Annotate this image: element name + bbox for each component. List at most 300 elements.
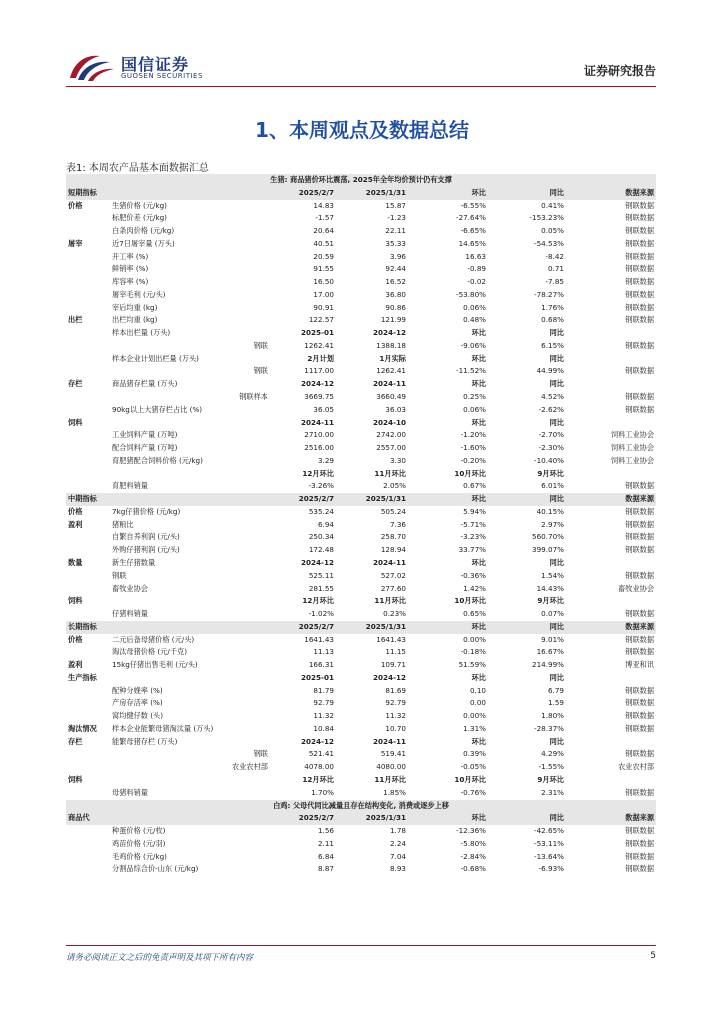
indicator-cell: 90kg以上大猪存栏占比 (%)	[112, 404, 203, 414]
yoy-cell: -1.55%	[538, 762, 564, 772]
value-previous-cell: 1641.43	[376, 634, 406, 644]
indicator-cell: 开工率 (%)	[112, 251, 149, 261]
mom-cell: 5.94%	[463, 506, 486, 516]
mom-cell: 环比	[408, 621, 488, 634]
table-row	[66, 506, 656, 519]
category-cell	[66, 302, 110, 315]
category-cell: 出栏	[68, 315, 83, 325]
yoy-cell: 9月环比	[537, 774, 564, 784]
value-previous-cell: 277.60	[380, 583, 406, 593]
yoy-cell: -28.37%	[534, 723, 564, 733]
source-cell: 钢联数据	[625, 404, 655, 414]
value-current-cell: 8.87	[317, 864, 334, 874]
category-cell: 饲料	[68, 596, 83, 606]
value-previous-cell: 92.79	[385, 698, 406, 708]
yoy-cell: 560.70%	[532, 532, 564, 542]
value-current-cell: 2516.00	[304, 443, 334, 453]
mom-cell: 0.00%	[463, 711, 486, 721]
yoy-cell: 2.31%	[541, 787, 564, 797]
value-current-cell: 6.94	[317, 519, 334, 529]
value-previous-cell: 11.32	[385, 711, 406, 721]
value-previous-cell: 2025/1/31	[336, 621, 408, 634]
value-previous-cell: 10.70	[385, 723, 406, 733]
value-previous-cell: 90.86	[385, 302, 406, 312]
source-cell: 钢联数据	[625, 277, 655, 287]
value-previous-cell: 16.52	[385, 277, 406, 287]
value-current-cell: 2024-12	[301, 736, 334, 746]
source-cell: 钢联数据	[625, 838, 655, 848]
source-cell: 钢联数据	[625, 506, 655, 516]
table-row	[66, 544, 656, 557]
source-cell: 钢联数据	[625, 226, 655, 236]
mom-cell: 0.67%	[463, 481, 486, 491]
table-subheader-row	[66, 353, 656, 366]
indicator-cell	[110, 595, 270, 608]
table-header-row	[66, 187, 656, 200]
yoy-cell: 同比	[549, 736, 564, 746]
yoy-cell: 399.07%	[532, 545, 564, 555]
mom-cell: 环比	[408, 493, 488, 506]
table-subheader-row	[66, 672, 656, 685]
yoy-cell: 40.15%	[536, 506, 564, 516]
category-cell	[66, 863, 110, 876]
category-cell	[66, 263, 110, 276]
table-row	[66, 480, 656, 493]
value-current-cell: 525.11	[308, 570, 334, 580]
value-previous-cell: 81.69	[385, 685, 406, 695]
table-row	[66, 825, 656, 838]
indicator-cell: 钢联样本	[239, 392, 268, 402]
mom-cell: 0.25%	[463, 392, 486, 402]
source-cell: 钢联数据	[625, 711, 655, 721]
yoy-cell: 9月环比	[537, 468, 564, 478]
table-subheader-row	[66, 417, 656, 430]
table-row	[66, 761, 656, 774]
table-subheader-row	[66, 595, 656, 608]
source-cell	[566, 417, 656, 430]
table-subheader-row	[66, 774, 656, 787]
indicator-cell	[110, 493, 270, 506]
mom-cell: 环比	[471, 417, 486, 427]
value-current-cell: 3669.75	[304, 392, 334, 402]
indicator-cell: 猪粮比	[112, 519, 134, 529]
value-current-cell: 122.57	[308, 315, 334, 325]
guosen-logo	[66, 48, 206, 86]
category-cell	[66, 442, 110, 455]
yoy-cell: 同比	[488, 187, 566, 200]
mom-cell: -0.02	[467, 277, 486, 287]
indicator-cell: 配种分娩率 (%)	[112, 685, 163, 695]
mom-cell: -5.80%	[460, 838, 486, 848]
indicator-cell: 仔猪料销量	[112, 609, 148, 619]
source-cell	[566, 468, 656, 481]
yoy-cell: 0.68%	[541, 315, 564, 325]
value-previous-cell: 3.96	[389, 251, 406, 261]
yoy-cell: 6.15%	[541, 340, 564, 350]
value-previous-cell: 4080.00	[376, 762, 406, 772]
value-current-cell: 281.55	[308, 583, 334, 593]
section-title: 1、本周观点及数据总结	[255, 118, 469, 142]
indicator-cell: 母猪料销量	[112, 787, 148, 797]
table-subheader-row	[66, 557, 656, 570]
table-row	[66, 570, 656, 583]
indicator-cell: 钢联	[253, 749, 268, 759]
category-cell: 生产指标	[68, 672, 97, 682]
mom-cell: 环比	[471, 736, 486, 746]
table-row	[66, 519, 656, 532]
indicator-cell: 鸡苗价格 (元/羽)	[112, 838, 166, 848]
mom-cell: -1.60%	[460, 443, 486, 453]
mom-cell: -2.84%	[460, 851, 486, 861]
yoy-cell: -8.42	[545, 251, 564, 261]
value-current-cell: 1.70%	[311, 787, 334, 797]
value-previous-cell: 7.36	[389, 519, 406, 529]
value-current-cell: 17.00	[313, 289, 334, 299]
source-cell: 数据来源	[566, 187, 656, 200]
value-previous-cell: 1.78	[389, 826, 406, 836]
indicator-cell	[110, 468, 270, 481]
yoy-cell: 4.52%	[541, 392, 564, 402]
value-previous-cell: 2024-11	[373, 379, 406, 389]
category-cell	[66, 455, 110, 468]
yoy-cell: 同比	[549, 379, 564, 389]
value-previous-cell: 505.24	[380, 506, 406, 516]
value-previous-cell: 2024-11	[373, 736, 406, 746]
yoy-cell: 214.99%	[532, 660, 564, 670]
indicator-cell: 7kg仔猪价格 (元/kg)	[112, 506, 181, 516]
value-current-cell: 36.05	[313, 404, 334, 414]
mom-cell: 1.42%	[463, 583, 486, 593]
value-current-cell: 81.79	[313, 685, 334, 695]
source-cell	[566, 327, 656, 340]
value-current-cell: 521.41	[308, 749, 334, 759]
yoy-cell: 1.59	[547, 698, 564, 708]
indicator-cell: 淘汰母猪价格 (元/千克)	[112, 647, 188, 657]
category-cell	[66, 531, 110, 544]
category-cell: 存栏	[68, 379, 83, 389]
value-current-cell: 2.11	[317, 838, 334, 848]
source-cell: 钢联数据	[625, 851, 655, 861]
category-cell: 存栏	[68, 736, 83, 746]
banner-text: 生猪: 商品猪价环比震荡, 2025年全年均价预计仍有支撑	[66, 174, 656, 187]
category-cell	[66, 570, 110, 583]
yoy-cell: -42.65%	[534, 826, 564, 836]
yoy-cell: -78.27%	[534, 289, 564, 299]
table-header-row	[66, 621, 656, 634]
source-cell: 钢联数据	[625, 749, 655, 759]
category-cell: 盈利	[68, 519, 83, 529]
category-cell	[66, 251, 110, 264]
indicator-cell	[110, 774, 270, 787]
value-previous-cell: 92.44	[385, 264, 406, 274]
table-row	[66, 634, 656, 647]
source-cell: 钢联数据	[625, 315, 655, 325]
category-cell: 盈利	[68, 660, 83, 670]
value-previous-cell: 519.41	[380, 749, 406, 759]
mom-cell: 51.59%	[458, 660, 486, 670]
indicator-cell: 二元后备母猪价格 (元/头)	[112, 634, 195, 644]
value-current-cell: 166.31	[308, 660, 334, 670]
yoy-cell: 16.67%	[536, 647, 564, 657]
source-cell	[566, 353, 656, 366]
category-cell	[66, 761, 110, 774]
mom-cell: -0.89	[467, 264, 486, 274]
value-current-cell: 11.32	[313, 711, 334, 721]
indicator-cell: 库容率 (%)	[112, 277, 149, 287]
mom-cell: 环比	[471, 557, 486, 567]
value-previous-cell: 11月环比	[374, 468, 406, 478]
value-previous-cell: 1388.18	[376, 340, 406, 350]
category-cell	[66, 825, 110, 838]
value-previous-cell: 11月环比	[374, 774, 406, 784]
value-previous-cell: 1.85%	[383, 787, 406, 797]
source-cell: 农业农村部	[618, 762, 655, 772]
mom-cell: 环比	[471, 672, 486, 682]
indicator-cell	[110, 672, 270, 685]
value-previous-cell: 8.93	[389, 864, 406, 874]
table-row	[66, 531, 656, 544]
yoy-cell: -2.62%	[538, 404, 564, 414]
category-cell	[66, 225, 110, 238]
mom-cell: -5.71%	[460, 519, 486, 529]
mom-cell: 环比	[471, 353, 486, 363]
value-current-cell: 2025/2/7	[270, 187, 336, 200]
source-cell	[566, 378, 656, 391]
category-cell	[66, 583, 110, 596]
category-cell: 价格	[68, 634, 83, 644]
indicator-cell: 标肥价差 (元/kg)	[112, 213, 167, 223]
value-previous-cell: 2.05%	[383, 481, 406, 491]
yoy-cell: 6.79	[547, 685, 564, 695]
category-cell	[66, 353, 110, 366]
value-previous-cell: 527.02	[380, 570, 406, 580]
value-current-cell: 3.29	[317, 455, 334, 465]
table-subheader-row	[66, 378, 656, 391]
source-cell: 数据来源	[566, 621, 656, 634]
value-current-cell: 2710.00	[304, 430, 334, 440]
category-cell: 价格	[68, 506, 83, 516]
yoy-cell: 同比	[549, 672, 564, 682]
footer-disclaimer: 请务必阅读正文之后的免责声明及其项下所有内容	[66, 953, 254, 963]
yoy-cell: 同比	[488, 621, 566, 634]
source-cell: 钢联数据	[625, 647, 655, 657]
value-current-cell: 20.64	[313, 226, 334, 236]
table-row	[66, 838, 656, 851]
indicator-cell: 样本出栏量 (万头)	[112, 328, 171, 338]
table-header-row	[66, 812, 656, 825]
value-previous-cell: 1月实际	[379, 353, 406, 363]
source-cell: 钢联数据	[625, 787, 655, 797]
table-caption: 表1: 本周农产品基本面数据汇总	[66, 163, 209, 174]
value-previous-cell: 2024-12	[373, 328, 406, 338]
value-current-cell: 2025-01	[301, 328, 334, 338]
indicator-cell	[110, 417, 270, 430]
source-cell: 饲料工业协会	[610, 443, 655, 453]
category-cell: 饲料	[68, 774, 83, 784]
category-cell	[66, 480, 110, 493]
indicator-cell: 毛鸡价格 (元/kg)	[112, 851, 167, 861]
mom-cell: 环比	[471, 328, 486, 338]
value-previous-cell: 35.33	[385, 238, 406, 248]
yoy-cell: 0.05%	[541, 226, 564, 236]
yoy-cell: 1.54%	[541, 570, 564, 580]
value-previous-cell: 109.71	[380, 660, 406, 670]
value-current-cell: -1.02%	[308, 609, 334, 619]
mom-cell: 0.39%	[463, 749, 486, 759]
source-cell: 钢联数据	[625, 264, 655, 274]
source-cell: 钢联数据	[625, 698, 655, 708]
category-cell	[66, 429, 110, 442]
yoy-cell: 2.97%	[541, 519, 564, 529]
value-current-cell: 6.84	[317, 851, 334, 861]
table-row	[66, 212, 656, 225]
source-cell: 钢联数据	[625, 302, 655, 312]
source-cell: 钢联数据	[625, 251, 655, 261]
mom-cell: 0.48%	[463, 315, 486, 325]
table-row	[66, 238, 656, 251]
header-divider	[66, 86, 656, 87]
yoy-cell: 同比	[549, 353, 564, 363]
category-cell	[66, 787, 110, 800]
value-previous-cell: 2024-10	[373, 417, 406, 427]
category-cell	[66, 697, 110, 710]
category-cell: 饲料	[68, 417, 83, 427]
source-cell: 畜牧业协会	[618, 583, 655, 593]
indicator-cell: 出栏均重 (kg)	[112, 315, 158, 325]
indicator-cell: 钢联	[112, 570, 127, 580]
value-previous-cell: 11月环比	[374, 596, 406, 606]
indicator-cell	[110, 621, 270, 634]
source-cell: 博亚和讯	[625, 660, 655, 670]
table-row	[66, 251, 656, 264]
table-row	[66, 340, 656, 353]
source-cell: 钢联数据	[625, 340, 655, 350]
table-row	[66, 697, 656, 710]
source-cell: 钢联数据	[625, 723, 655, 733]
source-cell: 钢联数据	[625, 200, 655, 210]
indicator-cell: 白条肉价格 (元/kg)	[112, 226, 175, 236]
mom-cell: -0.05%	[460, 762, 486, 772]
source-cell: 钢联数据	[625, 238, 655, 248]
value-current-cell: 1641.43	[304, 634, 334, 644]
category-cell: 长期指标	[66, 621, 110, 634]
mom-cell: 0.06%	[463, 404, 486, 414]
source-cell	[566, 736, 656, 749]
value-current-cell: 1262.41	[304, 340, 334, 350]
mom-cell: 16.63	[465, 251, 486, 261]
mom-cell: -0.68%	[460, 864, 486, 874]
table-row	[66, 314, 656, 327]
yoy-cell: 同比	[488, 493, 566, 506]
category-cell	[66, 276, 110, 289]
category-cell: 价格	[68, 200, 83, 210]
category-cell	[66, 365, 110, 378]
source-cell: 钢联数据	[625, 366, 655, 376]
value-current-cell: 20.59	[313, 251, 334, 261]
value-previous-cell: 2742.00	[376, 430, 406, 440]
table-row	[66, 710, 656, 723]
source-cell	[566, 774, 656, 787]
table-row	[66, 685, 656, 698]
category-cell: 屠宰	[68, 238, 83, 248]
mom-cell: -12.36%	[456, 826, 486, 836]
source-cell: 钢联数据	[625, 864, 655, 874]
source-cell: 数据来源	[566, 493, 656, 506]
yoy-cell: -13.64%	[534, 851, 564, 861]
table-row	[66, 365, 656, 378]
value-previous-cell: 22.11	[385, 226, 406, 236]
mom-cell: 环比	[408, 187, 488, 200]
table-row	[66, 455, 656, 468]
indicator-cell: 农业农村部	[232, 762, 268, 772]
category-cell	[66, 544, 110, 557]
value-current-cell: 535.24	[308, 506, 334, 516]
indicator-cell: 商品猪存栏量 (万头)	[112, 379, 178, 389]
source-cell: 饲料工业协会	[610, 455, 655, 465]
source-cell: 钢联数据	[625, 289, 655, 299]
yoy-cell: 0.41%	[541, 200, 564, 210]
value-current-cell: 2024-12	[301, 557, 334, 567]
indicator-cell: 自繁自养利润 (元/头)	[112, 532, 180, 542]
value-previous-cell: 128.94	[380, 545, 406, 555]
category-cell	[66, 391, 110, 404]
value-previous-cell: 2024-11	[373, 557, 406, 567]
category-cell	[66, 851, 110, 864]
yoy-cell: 0.07%	[541, 609, 564, 619]
yoy-cell: 0.71	[547, 264, 564, 274]
mom-cell: -11.52%	[456, 366, 486, 376]
indicator-cell: 能繁母猪存栏 (万头)	[112, 736, 178, 746]
value-current-cell: 14.83	[313, 200, 334, 210]
guosen-logo-icon	[66, 48, 118, 84]
yoy-cell: 14.43%	[536, 583, 564, 593]
report-type: 证券研究报告	[583, 64, 656, 78]
category-cell	[66, 838, 110, 851]
indicator-cell: 配合饲料产量 (万吨)	[112, 443, 178, 453]
mom-cell: 0.00	[469, 698, 486, 708]
indicator-cell: 工业饲料产量 (万吨)	[112, 430, 178, 440]
indicator-cell: 产房存活率 (%)	[112, 698, 163, 708]
value-previous-cell: 2024-12	[373, 672, 406, 682]
mom-cell: -53.80%	[456, 289, 486, 299]
value-current-cell: 2025-01	[301, 672, 334, 682]
table-row	[66, 646, 656, 659]
source-cell	[566, 672, 656, 685]
source-cell: 钢联数据	[625, 213, 655, 223]
yoy-cell: 同比	[549, 328, 564, 338]
yoy-cell: -2.30%	[538, 443, 564, 453]
mom-cell: 0.00%	[463, 634, 486, 644]
table-row	[66, 429, 656, 442]
value-previous-cell: 2025/1/31	[336, 187, 408, 200]
yoy-cell: 4.29%	[541, 749, 564, 759]
footer-divider	[66, 945, 656, 946]
category-cell: 短期指标	[66, 187, 110, 200]
indicator-cell: 育肥料销量	[112, 481, 148, 491]
indicator-cell: 样本企业能繁母猪淘汰量 (万头)	[112, 723, 214, 733]
category-cell: 数量	[68, 557, 83, 567]
value-previous-cell: 36.80	[385, 289, 406, 299]
yoy-cell: -53.11%	[534, 838, 564, 848]
table-row	[66, 289, 656, 302]
source-cell: 数据来源	[566, 812, 656, 825]
table-row	[66, 404, 656, 417]
value-previous-cell: 3.30	[389, 455, 406, 465]
value-current-cell: 12月环比	[302, 774, 334, 784]
logo-name-cn: 国信证券	[121, 55, 190, 74]
indicator-cell: 畜牧业协会	[112, 583, 148, 593]
indicator-cell: 钢联	[253, 366, 268, 376]
